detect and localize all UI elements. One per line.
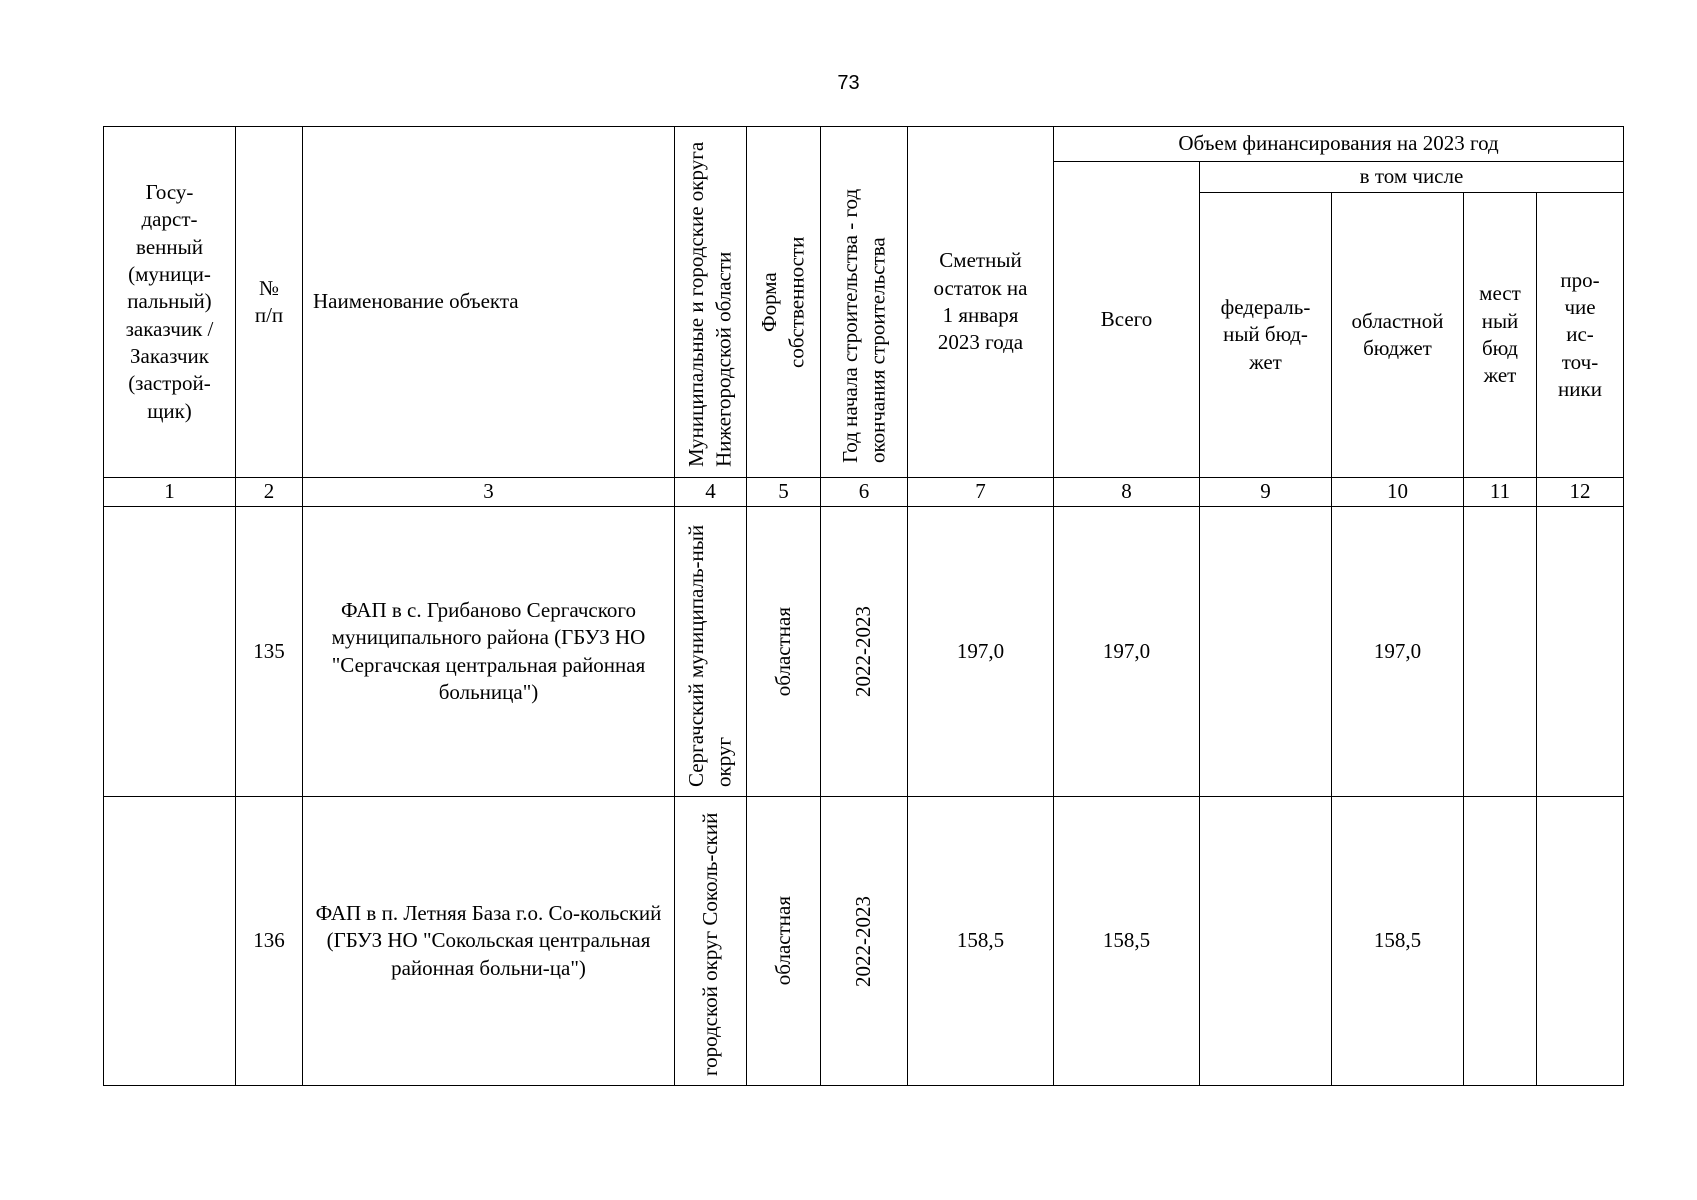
- header-ownership-text: Форма собственности: [757, 236, 809, 368]
- row-customer: [104, 797, 236, 1086]
- row-total: 197,0: [1054, 507, 1200, 797]
- row-estimate: 197,0: [908, 507, 1054, 797]
- header-municipality: [675, 127, 747, 478]
- row-federal: [1200, 797, 1332, 1086]
- header-including: в том числе: [1200, 162, 1624, 193]
- header-object-name: Наименование объекта: [303, 127, 675, 478]
- row-object-name: ФАП в п. Летняя База г.о. Со-кольский (ГБУЗ НО "Сокольская центральная районная больни-ца"): [303, 797, 675, 1086]
- row-ownership: [747, 797, 821, 1086]
- row-municipality: [675, 797, 747, 1086]
- page-number: 73: [837, 72, 860, 94]
- col-num-7: 7: [908, 478, 1054, 507]
- row-other: [1537, 507, 1624, 797]
- col-num-11: 11: [1464, 478, 1537, 507]
- row-ownership-text: областная: [770, 606, 795, 697]
- row-years: [821, 797, 908, 1086]
- header-municipality-text: Муниципальные и городские округа Нижегородской области: [684, 141, 736, 467]
- col-num-6: 6: [821, 478, 908, 507]
- header-ownership: [747, 127, 821, 478]
- header-customer: Госу- дарст- венный (муници- пальный) заказчик / Заказчик (застрой- щик): [104, 127, 236, 478]
- row-municipality: [675, 507, 747, 797]
- header-row-1: [104, 127, 1624, 162]
- col-num-9: 9: [1200, 478, 1332, 507]
- row-estimate: 158,5: [908, 797, 1054, 1086]
- row-years-text: 2022-2023: [851, 606, 876, 697]
- row-years: [821, 507, 908, 797]
- row-regional: 158,5: [1332, 797, 1464, 1086]
- header-years: [821, 127, 908, 478]
- col-num-10: 10: [1332, 478, 1464, 507]
- table-row: [104, 507, 1624, 797]
- col-num-12: 12: [1537, 478, 1624, 507]
- col-num-4: 4: [675, 478, 747, 507]
- row-municipality-text: городской округ Соколь-ский: [697, 812, 722, 1076]
- column-numbers-row: [104, 478, 1624, 507]
- header-regional: областной бюджет: [1332, 193, 1464, 478]
- header-federal: федераль- ный бюд- жет: [1200, 193, 1332, 478]
- col-num-3: 3: [303, 478, 675, 507]
- row-local: [1464, 507, 1537, 797]
- col-num-1: 1: [104, 478, 236, 507]
- row-municipality-text: Сергачский муниципаль-ный округ: [684, 524, 736, 787]
- row-other: [1537, 797, 1624, 1086]
- header-estimate-balance: Сметный остаток на 1 января 2023 года: [908, 127, 1054, 478]
- header-number: № п/п: [236, 127, 303, 478]
- header-years-text: Год начала строительства - год окончания строительства: [837, 188, 889, 463]
- row-local: [1464, 797, 1537, 1086]
- header-total: Всего: [1054, 162, 1200, 478]
- col-num-8: 8: [1054, 478, 1200, 507]
- row-customer: [104, 507, 236, 797]
- row-number: 136: [236, 797, 303, 1086]
- col-num-5: 5: [747, 478, 821, 507]
- row-total: 158,5: [1054, 797, 1200, 1086]
- header-local: мест ный бюд жет: [1464, 193, 1537, 478]
- row-regional: 197,0: [1332, 507, 1464, 797]
- row-federal: [1200, 507, 1332, 797]
- col-num-2: 2: [236, 478, 303, 507]
- row-years-text: 2022-2023: [851, 895, 876, 987]
- row-object-name: ФАП в с. Грибаново Сергачского муниципального района (ГБУЗ НО "Сергачская центральная районная больница"): [303, 507, 675, 797]
- row-ownership: [747, 507, 821, 797]
- header-other: про- чие ис- точ- ники: [1537, 193, 1624, 478]
- row-number: 135: [236, 507, 303, 797]
- financing-table: [103, 126, 1624, 1086]
- table-row: [104, 797, 1624, 1086]
- header-funding-title: Объем финансирования на 2023 год: [1054, 127, 1624, 162]
- row-ownership-text: областная: [770, 896, 795, 986]
